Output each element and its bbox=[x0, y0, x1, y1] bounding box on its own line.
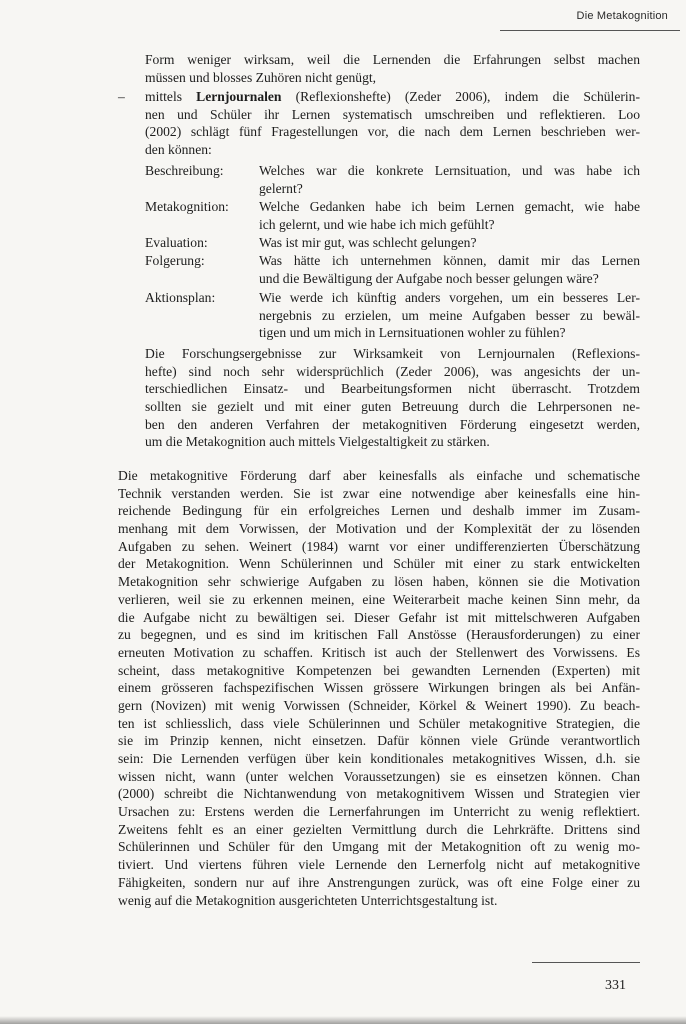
main-line: gern (Novizen) mit wenig Vorwissen (Schneider, Körkel & Weinert 1990). Zu beach- bbox=[118, 697, 640, 713]
main-line: Ursachen zu: Erstens werden die Lernerfahrungen im Unterricht zu wenig reflektiert. bbox=[118, 804, 640, 820]
list-item-line: den können: bbox=[145, 142, 212, 158]
question-line: Welches war die konkrete Lernsituation, und was habe ich bbox=[259, 163, 640, 178]
page-number: 331 bbox=[605, 978, 626, 993]
main-line: tiviert. Und viertens führen viele Lernende den Lernerfolg nicht auf metakognitive bbox=[118, 857, 640, 873]
main-line: menhang mit dem Vorwissen, der Motivation und der Komplexität der zu lösenden bbox=[118, 521, 640, 537]
question-label: Folgerung: bbox=[145, 253, 205, 268]
running-head: Die Metakognition bbox=[576, 10, 668, 22]
main-line: einem grösseren fachspezifischen Wissen grössere Wirkungen bringen als bei Anfän- bbox=[118, 680, 640, 696]
list-item-line: (2002) schlägt fünf Fragestellungen vor, die nach dem Lernen beschrieben wer- bbox=[145, 124, 640, 140]
question-label: Evaluation: bbox=[145, 235, 208, 250]
question-line: tigen und um mich in Lernsituationen wohler zu fühlen? bbox=[259, 325, 566, 341]
main-line: reichende Bedingung für ein erfolgreiches Lernen und deshalb immer im Zusam- bbox=[118, 503, 640, 519]
question-text bbox=[259, 289, 640, 342]
question-line: Wie werde ich künftig anders vorgehen, um ein besseres Ler- bbox=[259, 290, 640, 305]
question-text bbox=[259, 252, 640, 287]
list-item-rest: (Reflexionshefte) (Zeder 2006), indem die Schülerin- bbox=[281, 89, 640, 104]
research-line: ben den anderen Verfahren der metakognitiven Förderung eingesetzt werden, bbox=[145, 416, 640, 432]
main-line: Technik verstanden werden. Sie ist zwar eine notwendige aber keinesfalls eine hin- bbox=[118, 485, 640, 501]
main-line: scheint, dass metakognitive Kompetenzen bei gewandten Lernenden (Experten) mit bbox=[118, 662, 640, 678]
question-line: ich gelernt, und wie habe ich mich gefühlt? bbox=[259, 216, 495, 232]
question-text bbox=[259, 162, 640, 197]
main-line: (2000) schreibt die Nichtanwendung von metakognitivem Wissen und Strategien vier bbox=[118, 786, 640, 802]
intro-line: müssen und blosses Zuhören nicht genügt, bbox=[145, 69, 377, 85]
main-line: Fähigkeiten, sondern nur auf ihre Anstrengungen zurück, was oft eine Folge einer zu bbox=[118, 874, 640, 890]
intro-paragraph bbox=[145, 51, 640, 86]
main-paragraph bbox=[118, 467, 640, 909]
research-line: Die Forschungsergebnisse zur Wirksamkeit von Lernjournalen (Reflexions- bbox=[145, 346, 640, 361]
list-item-first-line bbox=[145, 88, 640, 106]
footer-rule bbox=[532, 962, 640, 963]
main-line: erneuten Motivation zu schaffen. Kritisch ist auch der Stellenwert des Vorwissens. Es bbox=[118, 644, 640, 660]
question-line: gelernt? bbox=[259, 180, 303, 196]
question-label: Aktionsplan: bbox=[145, 290, 216, 305]
research-paragraph bbox=[145, 345, 640, 451]
main-line: die Aufgabe nicht zu bewältigen sei. Dieser Gefahr ist mit mittelschweren Aufgaben bbox=[118, 609, 640, 625]
list-item-prefix: mittels bbox=[145, 89, 197, 104]
main-line: wenig auf die Metakognition ausgerichteten Unterrichtsgestaltung ist. bbox=[118, 892, 498, 908]
question-label: Beschreibung: bbox=[145, 163, 224, 178]
intro-line: Form weniger wirksam, weil die Lernenden die Erfahrungen selbst machen bbox=[145, 52, 640, 67]
lernjournalen-term: Lernjournalen bbox=[196, 89, 282, 104]
main-line: verlieren, weil sie zu erkennen meinen, eine Weiterarbeit mache keinen Sinn mehr, da bbox=[118, 591, 640, 607]
research-line: terschiedlichen Einsatz- und Bearbeitungsformen nicht überrascht. Trotzdem bbox=[145, 381, 640, 397]
main-line: sein: Die Lernenden verfügen über kein konditionales metakognitives Wissen, d.h. sie bbox=[118, 751, 640, 766]
main-line: der Metakognition. Wenn Schülerinnen und Schüler mit einer zu stark entwickelten bbox=[118, 556, 640, 572]
main-line: Aufgaben zu sehen. Weinert (1984) warnt vor einer undifferenzierten Überschätzung bbox=[118, 538, 640, 554]
question-label: Metakognition: bbox=[145, 199, 229, 214]
research-line: um die Metakognition auch mittels Vielgestaltigkeit zu stärken. bbox=[145, 434, 490, 450]
research-line: hefte) sind noch sehr widersprüchlich (Zeder 2006), was angesichts der un- bbox=[145, 363, 640, 379]
main-line: sie im Prinzip kennen, nicht einsetzen. Dafür können viele Gründe verantwortlich bbox=[118, 733, 640, 749]
main-line: Die metakognitive Förderung darf aber keinesfalls als einfache und schematische bbox=[118, 468, 640, 483]
question-line: Was ist mir gut, was schlecht gelungen? bbox=[259, 235, 477, 250]
scan-edge-shadow bbox=[0, 1016, 686, 1024]
question-text bbox=[259, 198, 640, 233]
main-line: ten ist schliesslich, dass viele Schülerinnen und Schüler metakognitive Strategien, die bbox=[118, 715, 640, 731]
research-line: sollten sie gezielt und mit einer guten Betreuung durch die Lehrpersonen ne- bbox=[145, 399, 640, 415]
question-line: Welche Gedanken habe ich beim Lernen gemacht, wie habe bbox=[259, 199, 640, 214]
main-line: Schülerinnen und Schüler für den Umgang mit der Metakognition oft zu wenig mo- bbox=[118, 839, 640, 855]
list-item-line: nen und Schüler ihr Lernen systematisch umschreiben und reflektieren. Loo bbox=[145, 106, 640, 122]
list-item-lernjournale bbox=[145, 88, 640, 159]
question-line: Was hätte ich unternehmen können, damit mir das Lernen bbox=[259, 253, 640, 268]
main-line: Zweitens fehlt es an einer gezielten Vermittlung durch die Lehrkräfte. Drittens sind bbox=[118, 821, 640, 837]
question-line: nergebnis zu erzielen, um meine Aufgaben besser zu bewäl- bbox=[259, 307, 640, 323]
question-text bbox=[259, 234, 640, 252]
header-rule bbox=[500, 30, 680, 31]
main-line: Metakognition sehr schwierige Aufgaben zu lösen haben, können sie die Motivation bbox=[118, 574, 640, 590]
main-line: wissen nicht, wann (unter welchen Voraussetzungen) sie es einsetzen können. Chan bbox=[118, 768, 640, 784]
main-line: zu begegnen, und es sind im kritischen Fall Anstösse (Herausforderungen) zu einer bbox=[118, 627, 640, 643]
question-line: und die Bewältigung der Aufgabe noch besser gelungen wäre? bbox=[259, 270, 599, 286]
list-dash: – bbox=[118, 89, 125, 104]
